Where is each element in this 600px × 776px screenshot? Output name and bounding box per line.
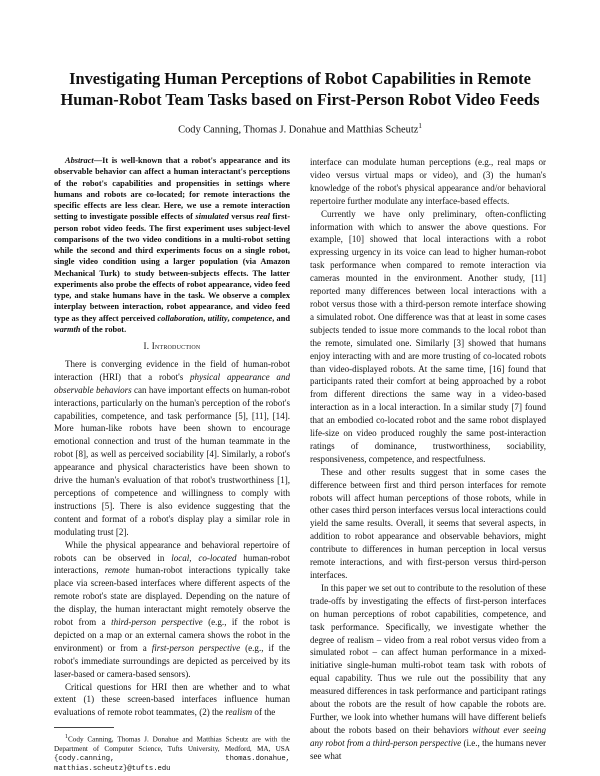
right-paragraph-2: Currently we have only preliminary, often-conflicting information with which to answer the above questions. For example, [10] showed that local interactions with a robot expressing urgency in its voice can lead to higher human-robot task performance when compared to remote interaction via cameras mounted in the environment. Another study, [11] reported many differences between local interactions with a robot versus those with a third-person remote interface showing a simulated robot. One difference was that at least in some cases subjects tended to issue more commands to the local robot than the remote, simulated one. Similarly [3] showed that humans enjoy interacting with and are more trusting of co-located robots than video-displayed robots. At the same time, [16] found that participants rated their comfort at being approached by a robot from different directions the same way in a video-based interaction as in a local interaction. In a similar study [7] found that an embodied co-located robot and the same robot displayed life-size on video produced roughly the same post-interaction ratings of dominance, trustworthiness, sociability, responsiveness, competence, and respectfulness. — [310, 208, 546, 464]
p2-text-d: (e.g., if the robot is depicted on a map or an external camera shows the robot in the environment) or from a — [54, 617, 291, 653]
title-line-1: Investigating Human Perceptions of Robot Capabilities in Remote — [69, 69, 531, 88]
r4-emphasis: without ever seeing any robot from a third-person perspective — [310, 724, 546, 748]
abstract-and: , and — [272, 313, 290, 323]
footnote-email-1: {cody.canning, thomas.donahue, — [54, 755, 290, 764]
abstract-warmth: warmth — [54, 324, 81, 334]
abstract-utility: utility — [207, 313, 228, 323]
p2-emphasis-2: remote — [104, 565, 130, 576]
footnote-text: Cody Canning, Thomas J. Donahue and Matthias Scheutz are with the Department of Computer Science, Tufts University, Medford, MA, USA — [54, 735, 290, 753]
footnote-email-2: matthias.scheutz}@tufts.edu — [54, 765, 171, 774]
abstract-real: real — [256, 212, 270, 222]
author-list — [40, 120, 560, 136]
right-column — [310, 156, 546, 763]
p3-text-a: Critical questions for HRI then are whether and to what extent (1) these screen-based interfaces influence human evaluations of remote robot teammates, (2) the — [54, 681, 290, 718]
section-title: Introduction — [151, 341, 201, 351]
p1-text-a: There is converging evidence in the field of human-robot interaction (HRI) that a robot's — [54, 358, 290, 382]
right-paragraph-1: interface can modulate human perceptions (e.g., real maps or video versus virtual maps or video), and (3) the human's knowledge of the robot's physical appearance and/or behavioral repertoire further modulate any interface-based effects. — [310, 157, 546, 206]
p3-emphasis: realism — [225, 707, 253, 718]
p2-emphasis-4: first-person perspective — [151, 642, 241, 653]
section-heading-introduction — [54, 340, 290, 353]
abstract-collaboration: collaboration — [157, 313, 204, 323]
abstract-label: Abstract — [65, 156, 94, 165]
r4-text-b: (i.e., the humans never see what — [310, 737, 546, 761]
abstract-comma-2: , — [227, 313, 232, 323]
left-column — [54, 155, 290, 774]
author-affiliation-mark: 1 — [418, 122, 422, 130]
authors-text: Cody Canning, Thomas J. Donahue and Matthias Scheutz — [178, 124, 419, 136]
p2-text-b: human-robot interactions, — [54, 552, 290, 576]
footnote-mark: 1 — [65, 734, 68, 741]
r4-text-a: In this paper we set out to contribute to the resolution of these trade-offs by investigating the effects of first-person interfaces on human perceptions of robot capabilities, competence, and task performance. Specifically, we investigate whether the degree of realism – video from a real robot versus video from a simulated robot – can affect human performance in a mixed-initiative single-human multi-robot team task with robots of equal capability. Thus we rule out the possibility that any measured differences in task performance and participant ratings about the robots are the result of how capable the robots are. Further, we look into whether humans will have different beliefs about the robots based on their behaviors — [310, 582, 546, 735]
intro-paragraph-2 — [54, 539, 290, 681]
abstract-simulated: simulated — [195, 212, 229, 222]
abstract-text-1: It is well-known that a robot's appearance and its observable behavior can affect a human interactant's perceptions of the robot's capabilities and propensities in settings where humans and robots are co-located; for remote interactions the specific effects are less clear. Here, we use a remote interaction setting to investigate possible effects of — [54, 156, 290, 222]
p1-text-b: can have important effects on human-robot interactions, particularly on the human's perception of the robot's capabilities, competence, and task performance [5], [11], [14]. More human-like robots have been shown to encourage emotional connection and trust of the human teammate in the robot [8], as well as perceived sociability [4]. Similarly, a robot's appearance and physical characteristics have been shown to drive the human's evaluation of that robot's trustworthiness [1], perceptions of competence and willingness to comply with instructions [5]. There is also evidence suggesting that the content and format of a robot's display play a similar role in modulating trust [2]. — [54, 384, 291, 537]
title-line-2: Human-Robot Team Tasks based on First-Person Robot Video Feeds — [60, 90, 540, 109]
abstract-text-2: versus — [228, 212, 257, 222]
abstract-comma-1: , — [203, 313, 208, 323]
intro-paragraph-1 — [54, 358, 290, 539]
footnote-divider — [54, 727, 114, 728]
p2-emphasis-1: local, co-located — [171, 552, 237, 563]
section-numeral: I. — [143, 341, 150, 351]
p2-text-a: While the physical appearance and behavioral repertoire of robots can be observed in — [54, 539, 290, 563]
intro-paragraph-3 — [54, 681, 290, 720]
affiliation-footnote — [54, 733, 290, 774]
abstract-competence: competence — [231, 313, 273, 323]
p2-emphasis-3: third-person perspective — [111, 617, 203, 628]
abstract-sep: — — [93, 156, 103, 165]
paper-title — [40, 68, 560, 110]
right-paragraph-4 — [310, 582, 546, 763]
p1-emphasis: physical appearance and observable behaviors — [54, 371, 290, 395]
p2-text-c: human-robot interactions typically take place via screen-based interfaces where different aspects of the remote robot's state are displayed. Depending on the nature of the display, the human interactant might remotely observe the robot from a — [54, 565, 290, 628]
abstract-text-4: of the robot. — [80, 324, 127, 334]
abstract-text-3: first-person robot video feeds. The first experiment uses subject-level comparisons of the two video conditions in a multi-robot setting while the second and third experiments focus on a single robot, single video condition using a larger population (via Amazon Mechanical Turk) to study between-subjects effects. The latter experiments also probe the effects of robot appearance, video feed type, and stake humans have in the task. We observe a complex interplay between interaction, robot appearance, and video feed type as they affect perceived — [54, 212, 290, 323]
p3-text-b: of the — [252, 707, 276, 718]
p2-text-e: (e.g., if the robot's immediate surroundings are depicted as perceived by its laser-based or camera-based sensors). — [54, 642, 290, 679]
abstract — [54, 155, 290, 335]
right-paragraph-3: These and other results suggest that in some cases the difference between first and third person interfaces for remote robots will affect human perceptions of those robots, while in other cases third person interfaces versus local interactions could yield the same results. Overall, it seems that several aspects, in addition to robot appearance and observable behaviors, might contribute to differences in human perception in local versus remote interactions, and with first-person versus third-person interfaces. — [310, 466, 546, 580]
